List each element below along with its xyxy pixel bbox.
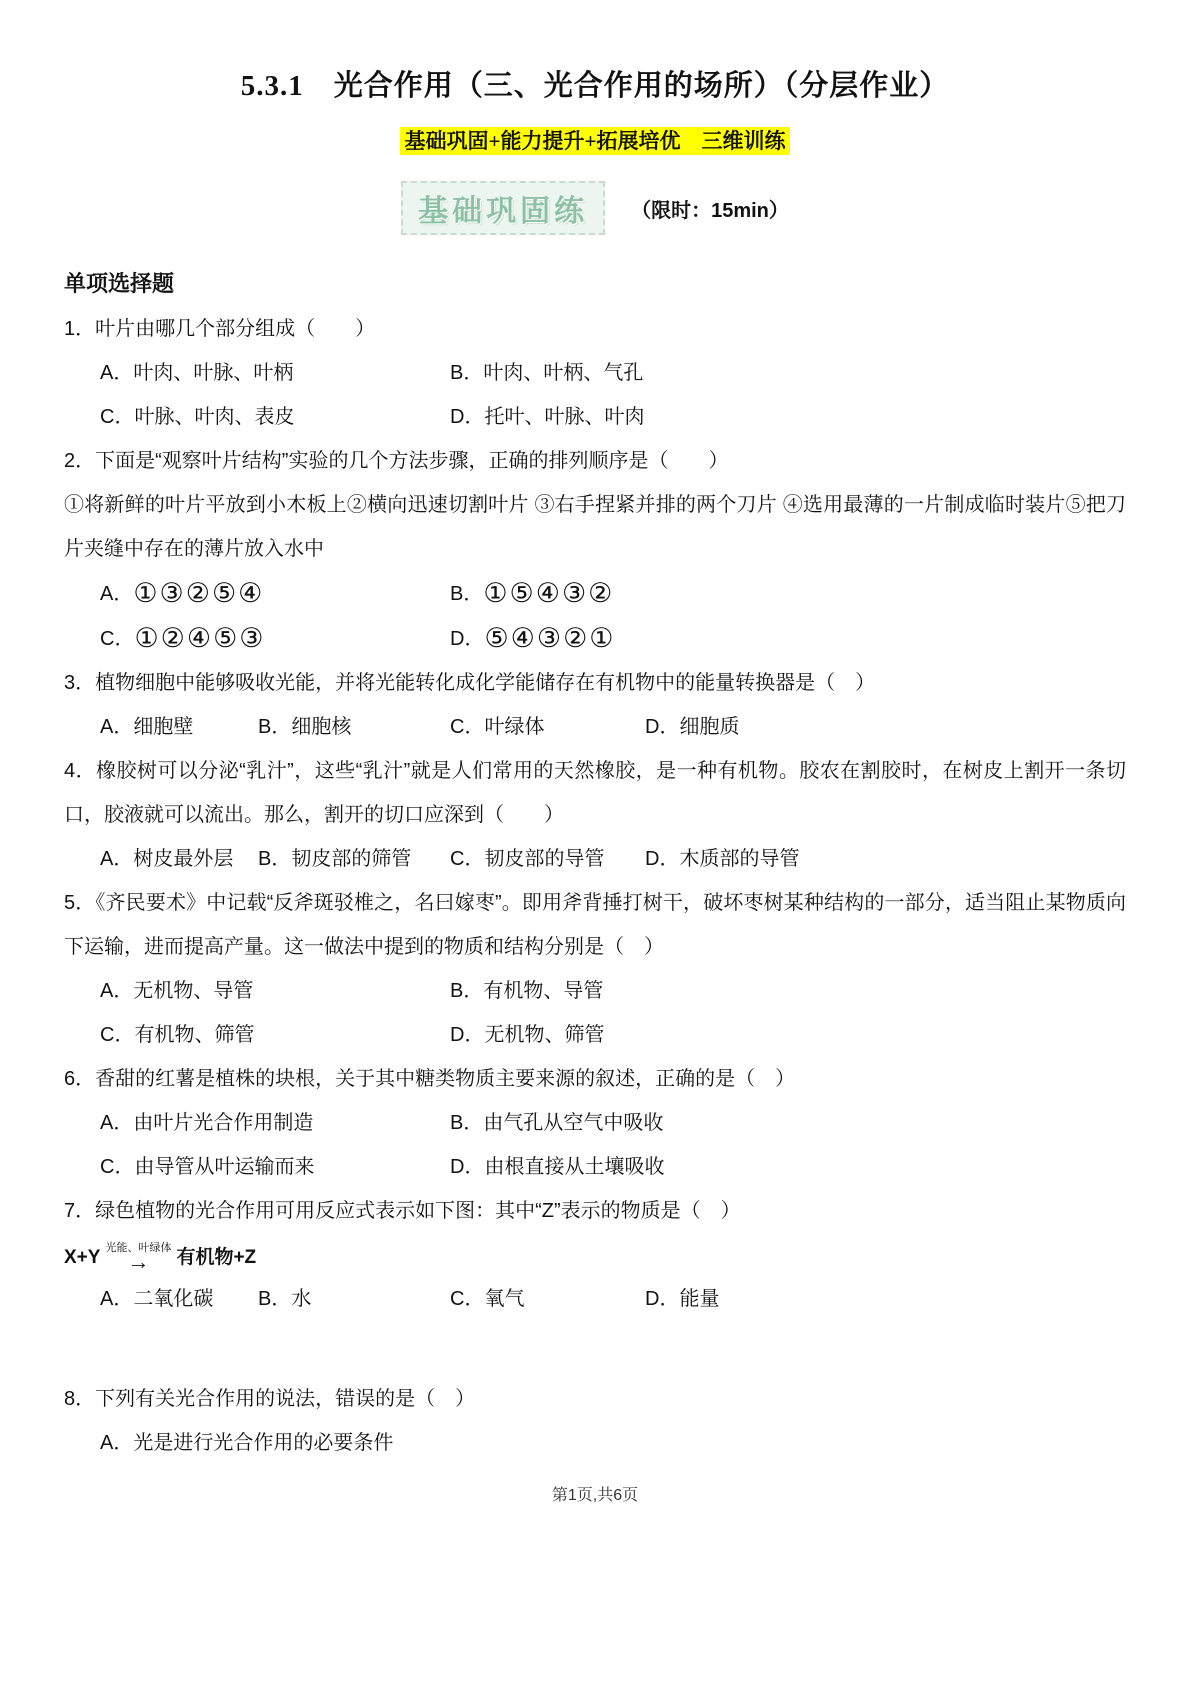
option-label: D．: [450, 1024, 485, 1046]
option-text: 细胞核: [291, 716, 352, 738]
option-text: 有机物、筛管: [134, 1024, 255, 1046]
option-label: B．: [258, 848, 292, 870]
option-3c: [450, 705, 645, 749]
option-7b: [258, 1277, 450, 1321]
option-2c: [100, 616, 450, 661]
option-label: C．: [450, 716, 485, 738]
option-label: A．: [100, 1112, 134, 1134]
option-label: C．: [450, 1288, 485, 1310]
option-text: 由导管从叶运输而来: [134, 1156, 315, 1178]
option-6d: [450, 1145, 1126, 1189]
option-label: B．: [450, 980, 484, 1002]
question-2-steps: ①将新鲜的叶片平放到小木板上②横向迅速切割叶片 ③右手捏紧并排的两个刀片 ④选用最薄的一片制成临时装片⑤把刀片夹缝中存在的薄片放入水中: [64, 494, 1126, 560]
option-label: B．: [450, 1112, 484, 1134]
option-text: 叶肉、叶脉、叶柄: [133, 362, 294, 384]
option-3d: [645, 705, 1126, 749]
page-footer: 第1页,共6页: [551, 1487, 639, 1504]
question-5-options: [100, 969, 1126, 1057]
option-text: 韧皮部的筛管: [291, 848, 412, 870]
option-label: C．: [100, 1024, 135, 1046]
option-text: 叶肉、叶柄、气孔: [483, 362, 644, 384]
option-text: ①⑤④③②: [483, 578, 615, 608]
option-label: A．: [100, 1432, 134, 1454]
option-text: ①②④⑤③: [134, 623, 266, 653]
section-badge: 基础巩固练: [401, 181, 605, 235]
option-7a: [100, 1277, 258, 1321]
option-label: D．: [645, 1288, 680, 1310]
option-5a: [100, 969, 450, 1013]
option-text: 无机物、导管: [133, 980, 254, 1002]
question-7-options: [100, 1277, 1126, 1321]
option-2b: [450, 571, 1126, 616]
subtitle-highlight: 基础巩固+能力提升+拓展培优 三维训练: [400, 127, 791, 155]
formula-condition: 光能、叶绿体: [105, 1242, 172, 1254]
option-label: A．: [100, 716, 134, 738]
option-1c: [100, 395, 450, 439]
formula-reactants: X+Y: [64, 1247, 101, 1268]
option-label: D．: [645, 848, 680, 870]
option-text: 叶绿体: [484, 716, 545, 738]
option-7c: [450, 1277, 645, 1321]
option-text: 水: [291, 1288, 312, 1310]
option-3b: [258, 705, 450, 749]
reaction-formula: [64, 1233, 1126, 1277]
option-text: 二氧化碳: [133, 1288, 214, 1310]
question-2-options: [100, 571, 1126, 661]
option-label: D．: [450, 406, 485, 428]
option-text: ①③②⑤④: [133, 578, 265, 608]
option-label: A．: [100, 980, 134, 1002]
option-2a: [100, 571, 450, 616]
option-label: A．: [100, 848, 134, 870]
question-6-options: [100, 1101, 1126, 1189]
option-5b: [450, 969, 1126, 1013]
option-text: 细胞壁: [133, 716, 194, 738]
option-4a: [100, 837, 258, 881]
option-label: A．: [100, 1288, 134, 1310]
option-label: B．: [450, 362, 484, 384]
option-label: A．: [100, 362, 134, 384]
option-2d: [450, 616, 1126, 661]
option-8a: [100, 1421, 1126, 1465]
option-label: B．: [450, 583, 484, 605]
question-4-text: 4．橡胶树可以分泌“乳汁”，这些“乳汁”就是人们常用的天然橡胶，是一种有机物。胶农在割胶时，在树皮上割开一条切口，胶液就可以流出。那么，割开的切口应深到（ ）: [64, 760, 1126, 826]
option-text: 由叶片光合作用制造: [133, 1112, 314, 1134]
question-4-options: [100, 837, 1126, 881]
option-label: C．: [450, 848, 485, 870]
option-text: 树皮最外层: [133, 848, 234, 870]
option-label: C．: [100, 406, 135, 428]
question-5-text: 5．《齐民要术》中记载“反斧斑驳椎之，名曰嫁枣”。即用斧背捶打树干，破坏枣树某种结构的一部分，适当阻止某物质向下运输，进而提高产量。这一做法中提到的物质和结构分别是（ ）: [64, 892, 1126, 958]
option-6b: [450, 1101, 1126, 1145]
question-1-text: 1．叶片由哪几个部分组成（ ）: [64, 318, 376, 340]
option-text: 托叶、叶脉、叶肉: [484, 406, 645, 428]
option-text: 光是进行光合作用的必要条件: [133, 1432, 394, 1454]
option-text: 细胞质: [679, 716, 740, 738]
option-5c: [100, 1013, 450, 1057]
option-text: 无机物、筛管: [484, 1024, 605, 1046]
option-1d: [450, 395, 1126, 439]
question-3-text: 3．植物细胞中能够吸收光能，并将光能转化成化学能储存在有机物中的能量转换器是（ ）: [64, 672, 876, 694]
option-label: D．: [450, 628, 485, 650]
option-text: 有机物、导管: [483, 980, 604, 1002]
option-3a: [100, 705, 258, 749]
option-text: 由根直接从土壤吸收: [484, 1156, 665, 1178]
question-1-options: [100, 351, 1126, 439]
option-text: 由气孔从空气中吸收: [483, 1112, 664, 1134]
option-1b: [450, 351, 1126, 395]
option-text: 木质部的导管: [679, 848, 800, 870]
arrow-right-icon: →: [127, 1249, 150, 1274]
page-title: 5.3.1 光合作用（三、光合作用的场所）（分层作业）: [240, 70, 950, 102]
option-4c: [450, 837, 645, 881]
subtitle-row: [64, 126, 1126, 159]
option-label: D．: [450, 1156, 485, 1178]
option-text: 韧皮部的导管: [484, 848, 605, 870]
question-8-text: 8．下列有关光合作用的说法，错误的是（ ）: [64, 1388, 476, 1410]
option-text: 能量: [679, 1288, 720, 1310]
badge-row: [64, 181, 1126, 235]
option-label: B．: [258, 1288, 292, 1310]
option-5d: [450, 1013, 1126, 1057]
option-label: C．: [100, 628, 135, 650]
option-label: D．: [645, 716, 680, 738]
option-4b: [258, 837, 450, 881]
question-6-text: 6．香甜的红薯是植株的块根，关于其中糖类物质主要来源的叙述，正确的是（ ）: [64, 1068, 796, 1090]
time-limit-label: （限时：15min）: [631, 199, 789, 222]
formula-arrow-stack: [105, 1241, 172, 1274]
option-text: ⑤④③②①: [484, 623, 616, 653]
option-label: B．: [258, 716, 292, 738]
option-4d: [645, 837, 1126, 881]
option-7d: [645, 1277, 1126, 1321]
question-3-options: [100, 705, 1126, 749]
question-7-text: 7．绿色植物的光合作用可用反应式表示如下图：其中“Z”表示的物质是（ ）: [64, 1200, 741, 1222]
option-label: C．: [100, 1156, 135, 1178]
formula-products: 有机物+Z: [176, 1247, 257, 1268]
option-text: 氧气: [484, 1288, 525, 1310]
question-2-text: 2．下面是“观察叶片结构”实验的几个方法步骤，正确的排列顺序是（ ）: [64, 450, 729, 472]
option-1a: [100, 351, 450, 395]
option-6c: [100, 1145, 450, 1189]
section-heading: 单项选择题: [64, 271, 175, 296]
option-text: 叶脉、叶肉、表皮: [134, 406, 295, 428]
option-label: A．: [100, 583, 134, 605]
option-6a: [100, 1101, 450, 1145]
